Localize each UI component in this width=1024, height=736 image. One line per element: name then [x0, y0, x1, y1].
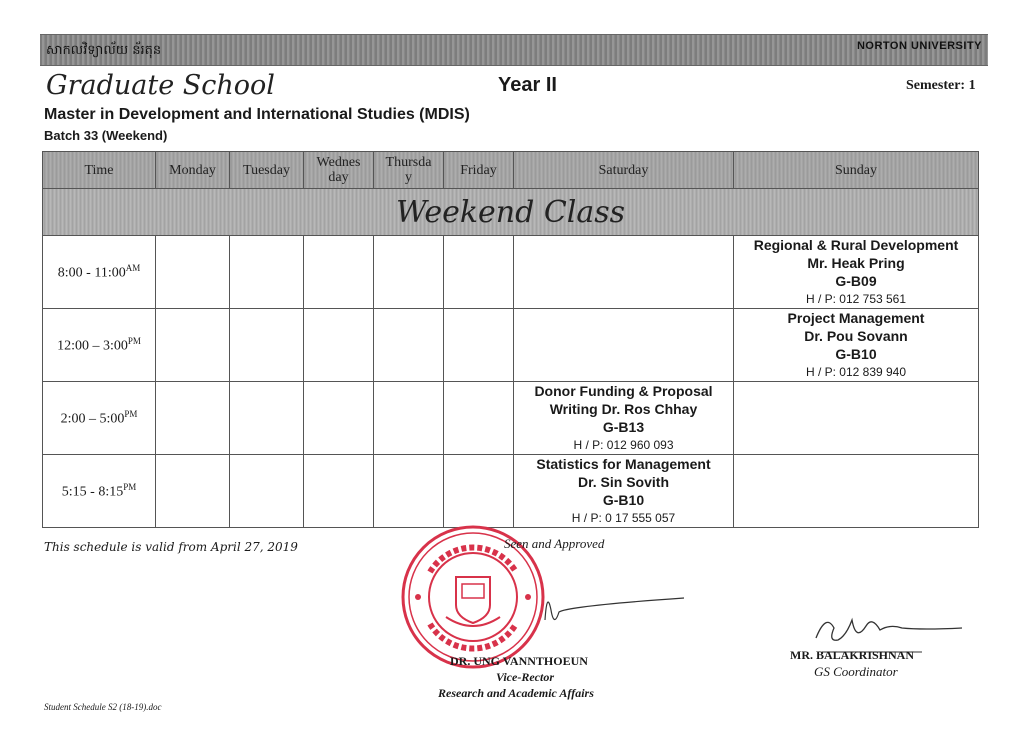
col-header-monday: Monday — [156, 152, 230, 189]
time-slot-row — [43, 382, 979, 455]
time-slot-row — [43, 309, 979, 382]
document-filename: Student Schedule S2 (18-19).doc — [44, 702, 162, 712]
saturday-cell — [514, 236, 734, 309]
col-header-friday: Friday — [444, 152, 514, 189]
validity-note: This schedule is valid from April 27, 2019 — [44, 540, 298, 554]
program-title: Master in Development and International Studies (MDIS) — [44, 106, 470, 123]
sunday-cell — [734, 455, 979, 528]
instructor-phone: H / P: 0 17 555 057 — [571, 511, 676, 525]
vice-rector-signature — [540, 580, 690, 630]
vice-rector-title: Vice-Rector — [496, 670, 554, 684]
saturday-cell — [514, 309, 734, 382]
col-header-sunday: Sunday — [734, 152, 979, 189]
sunday-cell — [734, 382, 979, 455]
empty-cell-thursday — [374, 236, 444, 309]
year-label: Year II — [498, 74, 557, 96]
saturday-cell — [514, 455, 734, 528]
time-cell — [43, 382, 156, 455]
instructor-line: Dr. Sin Sovith — [577, 474, 669, 490]
col-header-time: Time — [43, 152, 156, 189]
time-cell — [43, 309, 156, 382]
empty-cell-wednesday — [304, 236, 374, 309]
empty-cell-thursday — [374, 382, 444, 455]
instructor-phone: H / P: 012 839 940 — [805, 365, 907, 379]
room-code: G-B09 — [835, 273, 877, 289]
instructor-line: Mr. Heak Pring — [807, 255, 905, 271]
col-header-thursday: Thursda y — [374, 152, 444, 189]
time-range: 8:00 - 11:00 — [57, 265, 126, 281]
school-title: Graduate School — [46, 70, 275, 101]
empty-cell-wednesday — [304, 309, 374, 382]
sunday-cell — [734, 236, 979, 309]
empty-cell-thursday — [374, 455, 444, 528]
schedule-table — [42, 151, 979, 528]
saturday-cell — [514, 382, 734, 455]
am-pm-marker: PM — [127, 335, 141, 346]
course-entry — [734, 236, 978, 308]
time-range: 2:00 – 5:00 — [60, 411, 125, 427]
time-cell — [43, 236, 156, 309]
weekend-band-row — [43, 189, 979, 236]
room-code: G-B10 — [835, 346, 877, 362]
empty-cell-tuesday — [230, 455, 304, 528]
course-entry — [734, 309, 978, 381]
col-header-wednesday: Wednes day — [304, 152, 374, 189]
course-name: Regional & Rural Development — [753, 237, 959, 253]
am-pm-marker: PM — [124, 408, 138, 419]
time-range: 5:15 - 8:15 — [61, 484, 124, 500]
time-cell — [43, 455, 156, 528]
course-name: Project Management — [787, 310, 925, 326]
col-header-saturday: Saturday — [514, 152, 734, 189]
course-entry — [514, 455, 733, 527]
course-entry — [514, 382, 733, 454]
coordinator-name: MR. BALAKRISHNAN — [790, 648, 915, 662]
time-range: 12:00 – 3:00 — [57, 338, 128, 354]
empty-cell-tuesday — [230, 236, 304, 309]
empty-cell-wednesday — [304, 455, 374, 528]
instructor-phone: H / P: 012 753 561 — [805, 292, 907, 306]
empty-cell-thursday — [374, 309, 444, 382]
course-name: Statistics for Management — [536, 456, 711, 472]
empty-cell-tuesday — [230, 309, 304, 382]
time-slot-row — [43, 455, 979, 528]
semester-label: Semester: 1 — [906, 78, 976, 93]
instructor-phone: H / P: 012 960 093 — [573, 438, 674, 452]
sunday-cell — [734, 309, 979, 382]
am-pm-marker: AM — [125, 262, 141, 273]
empty-cell-monday — [156, 382, 230, 455]
coordinator-title: GS Coordinator — [814, 664, 898, 679]
course-name: Donor Funding & Proposal — [534, 383, 713, 399]
am-pm-marker: PM — [123, 481, 137, 492]
khmer-university-name: សាកលវិទ្យាល័យ ន័រតុន — [46, 43, 162, 58]
empty-cell-monday — [156, 236, 230, 309]
room-code: G-B10 — [602, 492, 645, 508]
room-code: G-B13 — [602, 419, 645, 435]
vice-rector-name: DR. UNG VANNTHOEUN — [450, 654, 588, 668]
time-slot-row — [43, 236, 979, 309]
empty-cell-friday — [444, 382, 514, 455]
weekend-class-banner: Weekend Class — [395, 194, 626, 230]
university-banner — [40, 34, 988, 66]
empty-cell-friday — [444, 236, 514, 309]
empty-cell-wednesday — [304, 382, 374, 455]
seen-approved-label: Seen and Approved — [504, 536, 605, 551]
empty-cell-tuesday — [230, 382, 304, 455]
empty-cell-monday — [156, 309, 230, 382]
university-name: NORTON UNIVERSITY — [856, 40, 982, 52]
instructor-line: Writing Dr. Ros Chhay — [549, 401, 698, 417]
header-row — [43, 152, 979, 189]
empty-cell-friday — [444, 455, 514, 528]
vice-rector-department: Research and Academic Affairs — [438, 686, 594, 700]
empty-cell-friday — [444, 309, 514, 382]
batch-label: Batch 33 (Weekend) — [44, 128, 168, 143]
instructor-line: Dr. Pou Sovann — [804, 328, 908, 344]
col-header-tuesday: Tuesday — [230, 152, 304, 189]
empty-cell-monday — [156, 455, 230, 528]
